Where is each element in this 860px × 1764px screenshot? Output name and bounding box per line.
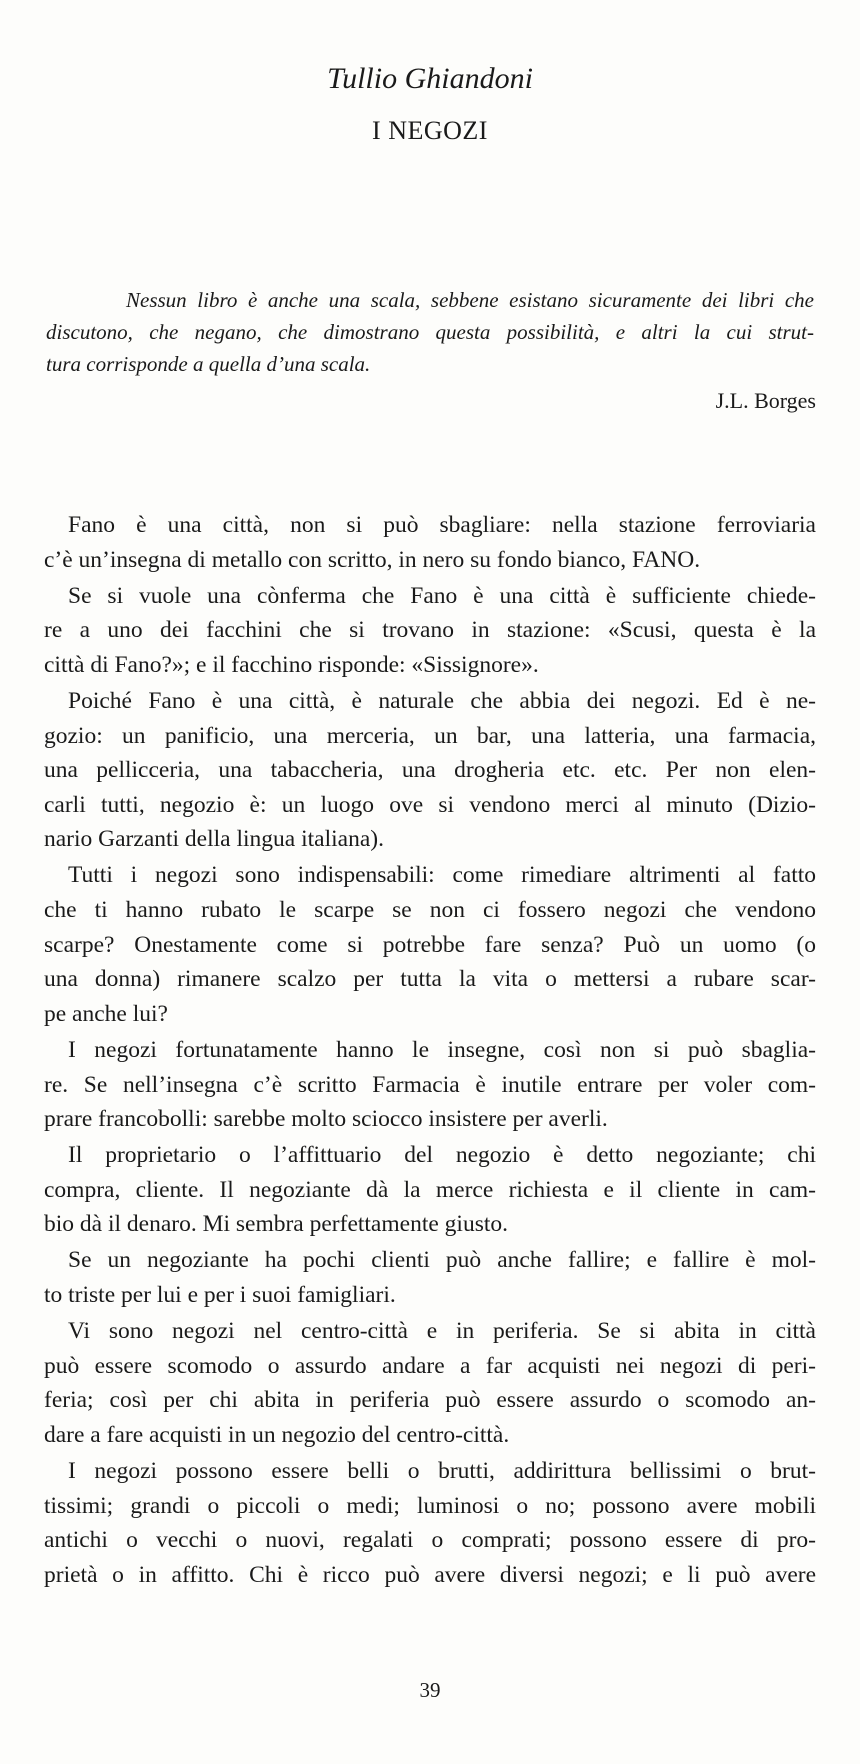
body-text — [44, 508, 816, 1592]
text-line: carli tutti, negozio è: un luogo ove si vendono merci al minuto (Dizio- — [44, 791, 816, 818]
text-line: to triste per lui e per i suoi famigliari. — [44, 1282, 396, 1309]
epigraph-line: discutono, che negano, che dimostrano questa possibilità, e altri la cui strut- — [46, 320, 814, 344]
text-line: una donna) rimanere scalzo per tutta la vita o mettersi a rubare scar- — [44, 966, 816, 993]
text-line: Fano è una città, non si può sbagliare: nella stazione ferroviaria — [68, 512, 816, 538]
epigraph-line: Nessun libro è anche una scala, sebbene esistano sicuramente dei libri che — [126, 288, 814, 312]
text-line: prare francobolli: sarebbe molto sciocco insistere per averli. — [44, 1106, 608, 1133]
text-line: che ti hanno rubato le scarpe se non ci fossero negozi che vendono — [44, 897, 816, 924]
author-name: Tullio Ghiandoni — [327, 62, 533, 95]
text-line: Se un negoziante ha pochi clienti può anche fallire; e fallire è mol- — [68, 1247, 816, 1274]
text-line: dare a fare acquisti in un negozio del centro-città. — [44, 1421, 510, 1448]
text-line: I negozi possono essere belli o brutti, addirittura bellissimi o brut- — [68, 1458, 816, 1485]
text-line: compra, cliente. Il negoziante dà la merce richiesta e il cliente in cam- — [44, 1176, 816, 1203]
epigraph — [46, 284, 814, 380]
text-line: Poiché Fano è una città, è naturale che abbia dei negozi. Ed è ne- — [68, 687, 816, 714]
page-number: 39 — [419, 1678, 441, 1702]
text-line: bio dà il denaro. Mi sembra perfettamente giusto. — [44, 1211, 508, 1238]
text-line: pe anche lui? — [44, 1000, 168, 1027]
text-line: prietà o in affitto. Chi è ricco può avere diversi negozi; e li può avere — [44, 1561, 816, 1588]
text-line: re a uno dei facchini che si trovano in stazione: «Scusi, questa è la — [44, 617, 816, 644]
text-line: scarpe? Onestamente come si potrebbe fare senza? Può un uomo (o — [44, 931, 816, 958]
text-line: re. Se nell’insegna c’è scritto Farmacia è inutile entrare per voler com- — [44, 1071, 816, 1098]
text-line: può essere scomodo o assurdo andare a far acquisti nei negozi di peri- — [44, 1352, 816, 1379]
text-line: una pellicceria, una tabaccheria, una drogheria etc. etc. Per non elen- — [44, 757, 816, 784]
epigraph-line: tura corrisponde a quella d’una scala. — [46, 352, 371, 376]
text-line: nario Garzanti della lingua italiana). — [44, 826, 384, 853]
text-line: Tutti i negozi sono indispensabili: come rimediare altrimenti al fatto — [68, 862, 816, 889]
text-line: tissimi; grandi o piccoli o medi; luminosi o no; possono avere mobili — [44, 1492, 816, 1519]
text-line: Il proprietario o l’affittuario del negozio è detto negoziante; chi — [68, 1142, 816, 1169]
text-line: Se si vuole una cònferma che Fano è una città è sufficiente chiede- — [68, 582, 816, 609]
text-line: feria; così per chi abita in periferia può essere assurdo o scomodo an- — [44, 1387, 816, 1414]
text-line: città di Fano?»; e il facchino risponde: «Sissignore». — [44, 651, 539, 678]
text-line: gozio: un panificio, una merceria, un bar, una latteria, una farmacia, — [44, 722, 816, 749]
epigraph-attribution: J.L. Borges — [715, 388, 816, 413]
text-line: antichi o vecchi o nuovi, regalati o comprati; possono essere di pro- — [44, 1527, 816, 1554]
text-line: I negozi fortunatamente hanno le insegne, così non si può sbaglia- — [68, 1036, 816, 1063]
chapter-title: I NEGOZI — [372, 116, 488, 145]
text-line: c’è un’insegna di metallo con scritto, in nero su fondo bianco, FANO. — [44, 546, 701, 573]
text-line: Vi sono negozi nel centro-città e in periferia. Se si abita in città — [68, 1318, 816, 1345]
